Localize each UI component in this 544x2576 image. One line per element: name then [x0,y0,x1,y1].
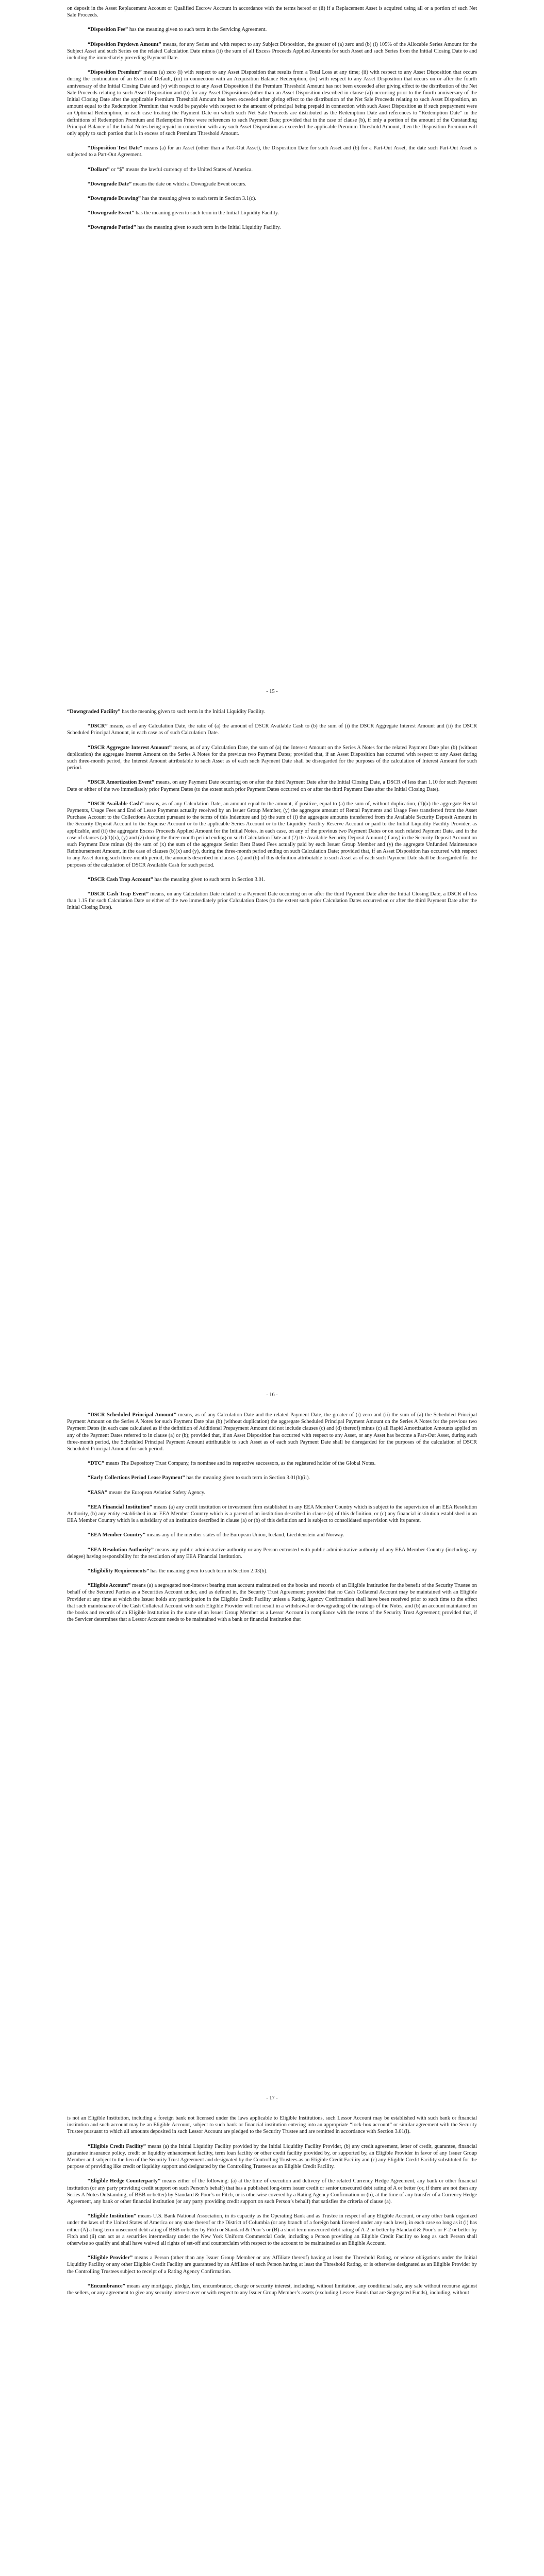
definition-paragraph [67,801,477,869]
definition-paragraph [67,195,477,202]
definition-paragraph [67,2115,477,2136]
definition-paragraph [67,26,477,33]
definition-text: has the meaning given to such term in Section 3.1(c). [141,196,256,202]
defined-term: “Disposition Fee” [88,27,128,33]
definition-paragraph [67,1475,477,1481]
defined-term: “DSCR Amortization Event” [88,779,155,786]
defined-term: “DSCR Aggregate Interest Amount” [88,744,172,751]
definition-paragraph [67,41,477,62]
paragraph-text: on deposit in the Asset Replacement Account or Qualified Escrow Account in accordance with the terms hereof or (ii) if a Replacement Asset is acquired using all or a portion of such Net Sale Proceeds. [67,6,477,19]
defined-term: “Downgraded Facility” [67,709,121,715]
definition-text: means any mortgage, pledge, lien, encumbrance, charge or security interest, including, without limitation, any conditional sale, any sale without recourse against the sellers, or any agreement to give any security interest over or with respect to any Issuer Group Member’s assets (excluding Lessee Funds that are Segregated Funds), including, without [67,2283,477,2296]
defined-term: “DSCR Scheduled Principal Amount” [88,1412,176,1418]
definition-text: means (a) for an Asset (other than a Part-Out Asset), the Disposition Date for such Asset and (b) for a Part-Out Asset, the date such Part-Out Asset is subjected to a Part-Out Agreement. [67,145,477,158]
definition-paragraph [67,744,477,772]
definition-paragraph [67,145,477,158]
defined-term: “Encumbrance” [88,2283,125,2289]
definition-text: or “$” means the lawful currency of the United States of America. [109,166,253,173]
definition-text: means, as of any Calculation Date and the related Payment Date, the greater of (i) zero and (ii) the sum of (a) the Scheduled Principal Payment Amount on the Series A Notes for such Payment Date plus (b) (without duplication) the aggregate Scheduled Principal Payment Amount on the Series A Notes for the previous two Payment Dates (in each case calculated as if the definition of Additional Prepayment Amount did not include clauses (c) and (d) thereof) minus (c) all Rapid Amortization Amounts applied on any of the Payment Dates referred to in clause (a) or (b); provided that, if an Asset Disposition has occurred with respect to any Asset, or any Asset has become a Part-Out Asset, during such three-month period, the Scheduled Principal Payment Amount attributable to such Asset as of each such Payment Date shall be disregarded for the purposes of the calculation of DSCR Scheduled Principal Amount for such period. [67,1412,477,1452]
definition-paragraph [67,708,477,715]
definition-text: has the meaning given to such term in the Initial Liquidity Facility. [134,210,279,216]
definition-text: means, on any Payment Date occurring on or after the third Payment Date after the Initial Closing Date, a DSCR of less than 1.10 for such Payment Date or either of the two immediately prior Payment Dates (to the extent such prior Payment Dates occurred on or after the third Payment Date after the Initial Closing Date). [67,779,477,792]
definition-paragraph [67,2213,477,2247]
paragraph-text: is not an Eligible Institution, including a foreign bank not licensed under the laws applicable to Eligible Institutions, such Lessor Account may be established with such bank or financial institution and such account may be an Eligible Account, subject to such bank or financial institution entering into an appropriate “lock-box account” or similar agreement with the Security Trustee pursuant to which all amounts deposited in such Lessor Account are pledged to the Security Trustee and are remitted in accordance with Section 3.01(l). [67,2115,477,2135]
definition-text: means any of the member states of the European Union, Iceland, Liechtenstein and Norway. [145,1532,344,1538]
defined-term: “Downgrade Drawing” [88,196,141,202]
definition-paragraph [67,224,477,231]
definition-paragraph [67,1504,477,1524]
definition-paragraph [67,69,477,137]
definition-paragraph [67,166,477,173]
definition-text: means, as of any Calculation Date, the sum of (a) the Interest Amount on the Series A Notes for the related Payment Date plus (b) (without duplication) the aggregate Interest Amount on the Series A Notes for the previous two Payment Dates; provided that, if an Asset Disposition has occurred with respect to any Asset during such three-month period, the Interest Amount attributable to such Asset as of each such Payment Date shall be disregarded for the purposes of the calculation of Interest Amount for such period. [67,744,477,771]
definition-text: means either of the following: (a) at the time of execution and delivery of the related Currency Hedge Agreement, any bank or other financial institution (or any party providing credit support on such Person’s behalf) that has a published long-term issuer credit or senior unsecured debt rating of A or better (or, if there are not then any Series A Notes Outstanding, of BBB or better) by Standard & Poor’s or Fitch, or is otherwise covered by a Rating Agency Confirmation or (b), at the time of any transfer of a Currency Hedge Agreement, any bank or other financial institution (or any party providing credit support on such Person’s behalf) that satisfies the criteria of clause (a). [67,2178,477,2205]
document-page [0,2110,544,2576]
defined-term: “Early Collections Period Lease Payment” [88,1475,185,1481]
document-page [0,703,544,1406]
defined-term: “Disposition Premium” [88,70,142,76]
definition-paragraph [67,5,477,19]
definition-text: means The Depository Trust Company, its nominee and its respective successors, as the registered holder of the Global Notes. [104,1461,376,1467]
defined-term: “Disposition Test Date” [88,145,143,151]
defined-term: “DSCR” [88,723,108,730]
definition-text: means, for any Series and with respect to any Subject Disposition, the greater of (a) zero and (b) (i) 105% of the Allocable Series Amount for the Subject Asset and such Series on the related Calculation Date minus (ii) the sum of all Excess Proceeds Applied Amounts for such Asset and such Series from the Initial Closing Date to and including the immediately preceding Payment Date. [67,41,477,61]
definition-paragraph [67,1460,477,1467]
defined-term: “Downgrade Period” [88,225,136,231]
definition-text: means (a) the Initial Liquidity Facility provided by the Initial Liquidity Facility Provider, (b) any credit agreement, letter of credit, guarantee, financial guarantee insurance policy, credit or liquidity enhancement facility, term loan facility or other credit facility provided by, or supported by, an Eligible Provider in favor of any Issuer Group Member and subject to the lien of the Security Trust Agreement and designated by the Controlling Trustees as an Eligible Credit Facility and (c) any Eligible Credit Facility substituted for the purpose of providing like credit or liquidity support and designated by the Controlling Trustees as an Eligible Credit Facility. [67,2143,477,2170]
defined-term: “Downgrade Event” [88,210,135,216]
defined-term: “EEA Financial Institution” [88,1504,153,1510]
definition-paragraph [67,779,477,792]
definition-paragraph [67,1489,477,1496]
document-page [0,1406,544,2110]
defined-term: “Dollars” [88,166,110,173]
defined-term: “Eligible Hedge Counterparty” [88,2178,161,2184]
defined-term: “DSCR Available Cash” [88,801,144,807]
definition-text: means a Person (other than any Issuer Group Member or any Affiliate thereof) having at least the Threshold Rating, or whose obligations under the Initial Liquidity Facility or any other Eligible Credit Facility are guaranteed by an Affiliate of such Person having at least the Threshold Rating, or is otherwise designated as an Eligible Provider by the Controlling Trustees subject to receipt of a Rating Agency Confirmation. [67,2255,477,2275]
definition-text: has the meaning given to such term in Section 3.01(b)(ii). [185,1475,310,1481]
definition-paragraph [67,1582,477,1623]
document-page [0,0,544,703]
definition-text: means U.S. Bank National Association, in its capacity as the Operating Bank and as Trustee in respect of any Eligible Account, or any other bank organized under the laws of the United States of America or any state thereof or the District of Columbia (or any branch of a foreign bank licensed under any such laws), in each case so long as it (i) has either (A) a long-term unsecured debt rating of BBB or better by Fitch or Standard & Poor’s or (B) a short-term unsecured debt rating of A-2 or better by Standard & Poor’s or F-2 or better by Fitch and (ii) can act as a securities intermediary under the New York Uniform Commercial Code, including a Person providing an Eligible Credit Facility so long as such Person shall otherwise so qualify and shall have waived all rights of set-off and counterclaim with respect to the account to be maintained as an Eligible Account. [67,2213,477,2247]
definition-text: means (a) a segregated non-interest bearing trust account maintained on the books and records of an Eligible Institution for the benefit of the Security Trustee on behalf of the Secured Parties as a Securities Account under, and as defined in, the Security Trust Agreement; provided that no Cash Collateral Account may be maintained with an Eligible Provider at any time at which the Issuer holds any participation in the Eligible Credit Facility unless a Rating Agency Confirmation shall have been received prior to such time to the effect that such maintenance of the Cash Collateral Account with such Eligible Provider will not result in a withdrawal or downgrading of the ratings of the Notes, and (b) an account maintained on the books and records of an Eligible Institution in the name of an Issuer Group Member as a Lessor Account in compliance with the terms of the Security Trust Agreement; provided that, if the Servicer determines that a Lessor Account needs to be maintained with a bank or financial institution that [67,1583,477,1623]
definition-paragraph [67,1547,477,1560]
definition-text: means the European Aviation Safety Agency. [107,1489,205,1496]
defined-term: “DTC” [88,1461,105,1467]
definition-paragraph [67,1568,477,1574]
definition-paragraph [67,2178,477,2205]
page-number: - 15 - [266,688,278,694]
definition-text: has the meaning given to such term in Section 2.03(b). [149,1568,268,1574]
page-number: - 17 - [266,2095,278,2101]
definition-paragraph [67,891,477,911]
definition-text: means (a) any credit institution or investment firm established in any EEA Member Country which is subject to the supervision of an EEA Resolution Authority, (b) any entity established in an EEA Member Country which is a parent of an institution described in clause (a) of this definition, or (c) any financial institution established in an EEA Member Country which is a subsidiary of an institution described in clause (a) or (b) of this definition and is subject to consolidated supervision with its parent. [67,1504,477,1524]
defined-term: “Downgrade Date” [88,181,132,187]
defined-term: “Disposition Paydown Amount” [88,41,161,47]
defined-term: “EEA Resolution Authority” [88,1547,154,1553]
definition-paragraph [67,210,477,216]
defined-term: “Eligible Credit Facility” [88,2143,146,2149]
defined-term: “Eligibility Requirements” [88,1568,150,1574]
definition-text: means, as of any Calculation Date, the ratio of (a) the amount of DSCR Available Cash to (b) the sum of (i) the DSCR Aggregate Interest Amount and (ii) the DSCR Scheduled Principal Amount, in each case as of such Calculation Date. [67,723,477,736]
definition-paragraph [67,2283,477,2296]
defined-term: “Eligible Institution” [88,2213,137,2219]
defined-term: “Eligible Account” [88,1583,131,1589]
definition-paragraph [67,876,477,883]
definition-text: means (a) zero (i) with respect to any Asset Disposition that results from a Total Loss at any time; (ii) with respect to any Asset Disposition that occurs during the continuation of an Event of Default, (iii) in connection with an Acquisition Balance Redemption, (iv) with respect to any Asset Disposition that occurs on or after the fourth anniversary of the Initial Closing Date and (v) with respect to any Asset Disposition if the Premium Threshold Amount has not been exceeded after giving effect to the distribution of the Net Sale Proceeds relating to such Asset Disposition and (b) for any Asset Dispositions (other than an Asset Disposition described in clause (a)) occurring prior to the fourth anniversary of the Initial Closing Date after the applicable Premium Threshold Amount has been exceeded after giving effect to the distribution of the Net Sale Proceeds relating to such Asset Disposition, an amount equal to the Redemption Premium that would be payable with respect to the amount of principal being prepaid in connection with such Asset Disposition as if such prepayment were an Optional Redemption, in each case treating the Payment Date on which such Net Sale Proceeds are distributed as the Redemption Date and references to “Redemption Date” in the definitions of Redemption Premium and Redemption Price were references to such Payment Date; provided that in the case of clause (b), if only a portion of the amount of the Outstanding Principal Balance of the Initial Notes being repaid in connection with any such Asset Disposition as exceeded the applicable Premium Threshold Amount, then the Disposition Premium will only apply to such portion that is in excess of such Premium Threshold Amount. [67,70,477,137]
defined-term: “EEA Member Country” [88,1532,145,1538]
definition-paragraph [67,1412,477,1452]
defined-term: “DSCR Cash Trap Account” [88,876,153,883]
definition-paragraph [67,181,477,188]
definition-text: has the meaning given to such term in Section 3.01. [153,876,266,883]
defined-term: “EASA” [88,1489,108,1496]
definition-text: means, as of any Calculation Date, an amount equal to the amount, if positive, equal to (a) the sum of, without duplication, (1)(x) the aggregate Rental Payments, Usage Fees and End of Lease Payments actually received by an Issuer Group Member, (y) the aggregate amount of Rental Payments and Usage Fees transferred from the Asset Purchase Account to the Collections Account pursuant to the terms of this Indenture and (z) the sum of (i) the aggregate amounts transferred from the Available Security Deposit Amount in the Security Deposit Account to the Expense Account or to the applicable Series Account or to the Liquidity Facility Reserve Account or paid to the Initial Liquidity Facility Provider, as applicable, and (ii) the aggregate Excess Proceeds Applied Amount for the Initial Notes, in each case, on any of the previous two Payment Dates or on such related Payment Date, and in the case of clauses (a)(1)(x), (y) and (z) during the three-month period ending on such Calculation Date and (2) the Available Security Deposit Amount (if any) in the Security Deposit Account on such Payment Date minus (b) the sum of (x) the sum of the aggregate Senior Rent Based Fees actually paid by each Issuer Group Member and (y) the aggregate Unfunded Maintenance Reimbursement Amount, in the case of clauses (b)(x) and (y), during the three-month period ending on such Calculation Date; provided that, if an Asset Disposition has occurred with respect to any Asset during such three-month period, the amounts described in clauses (a) and (b) of this definition attributable to such Asset as of each such Payment Date shall be disregarded for the purposes of the calculation of DSCR Available Cash for such period. [67,801,477,868]
definition-paragraph [67,2143,477,2171]
definition-text: has the meaning given to such term in the Servicing Agreement. [128,27,267,33]
definition-paragraph [67,1532,477,1538]
definition-text: has the meaning given to such term in the Initial Liquidity Facility. [120,709,266,715]
defined-term: “Eligible Provider” [88,2255,133,2261]
defined-term: “DSCR Cash Trap Event” [88,891,149,897]
definition-text: means, on any Calculation Date related to a Payment Date occurring on or after the third Payment Date after the Initial Closing Date, a DSCR of less than 1.15 for such Calculation Date or either of the two immediately prior Calculation Dates (to the extent such prior Calculation Dates occurred on or after the third Payment Date after the Initial Closing Date). [67,891,477,911]
definition-text: means the date on which a Downgrade Event occurs. [131,181,246,187]
definition-paragraph [67,723,477,736]
page-number: - 16 - [266,1392,278,1398]
definition-text: has the meaning given to such term in the Initial Liquidity Facility. [136,225,281,231]
definition-text: means any public administrative authority or any Person entrusted with public administrative authority of any EEA Member Country (including any delegee) having responsibility for the resolution of any EEA Financial Institution. [67,1547,477,1560]
definition-paragraph [67,2255,477,2275]
